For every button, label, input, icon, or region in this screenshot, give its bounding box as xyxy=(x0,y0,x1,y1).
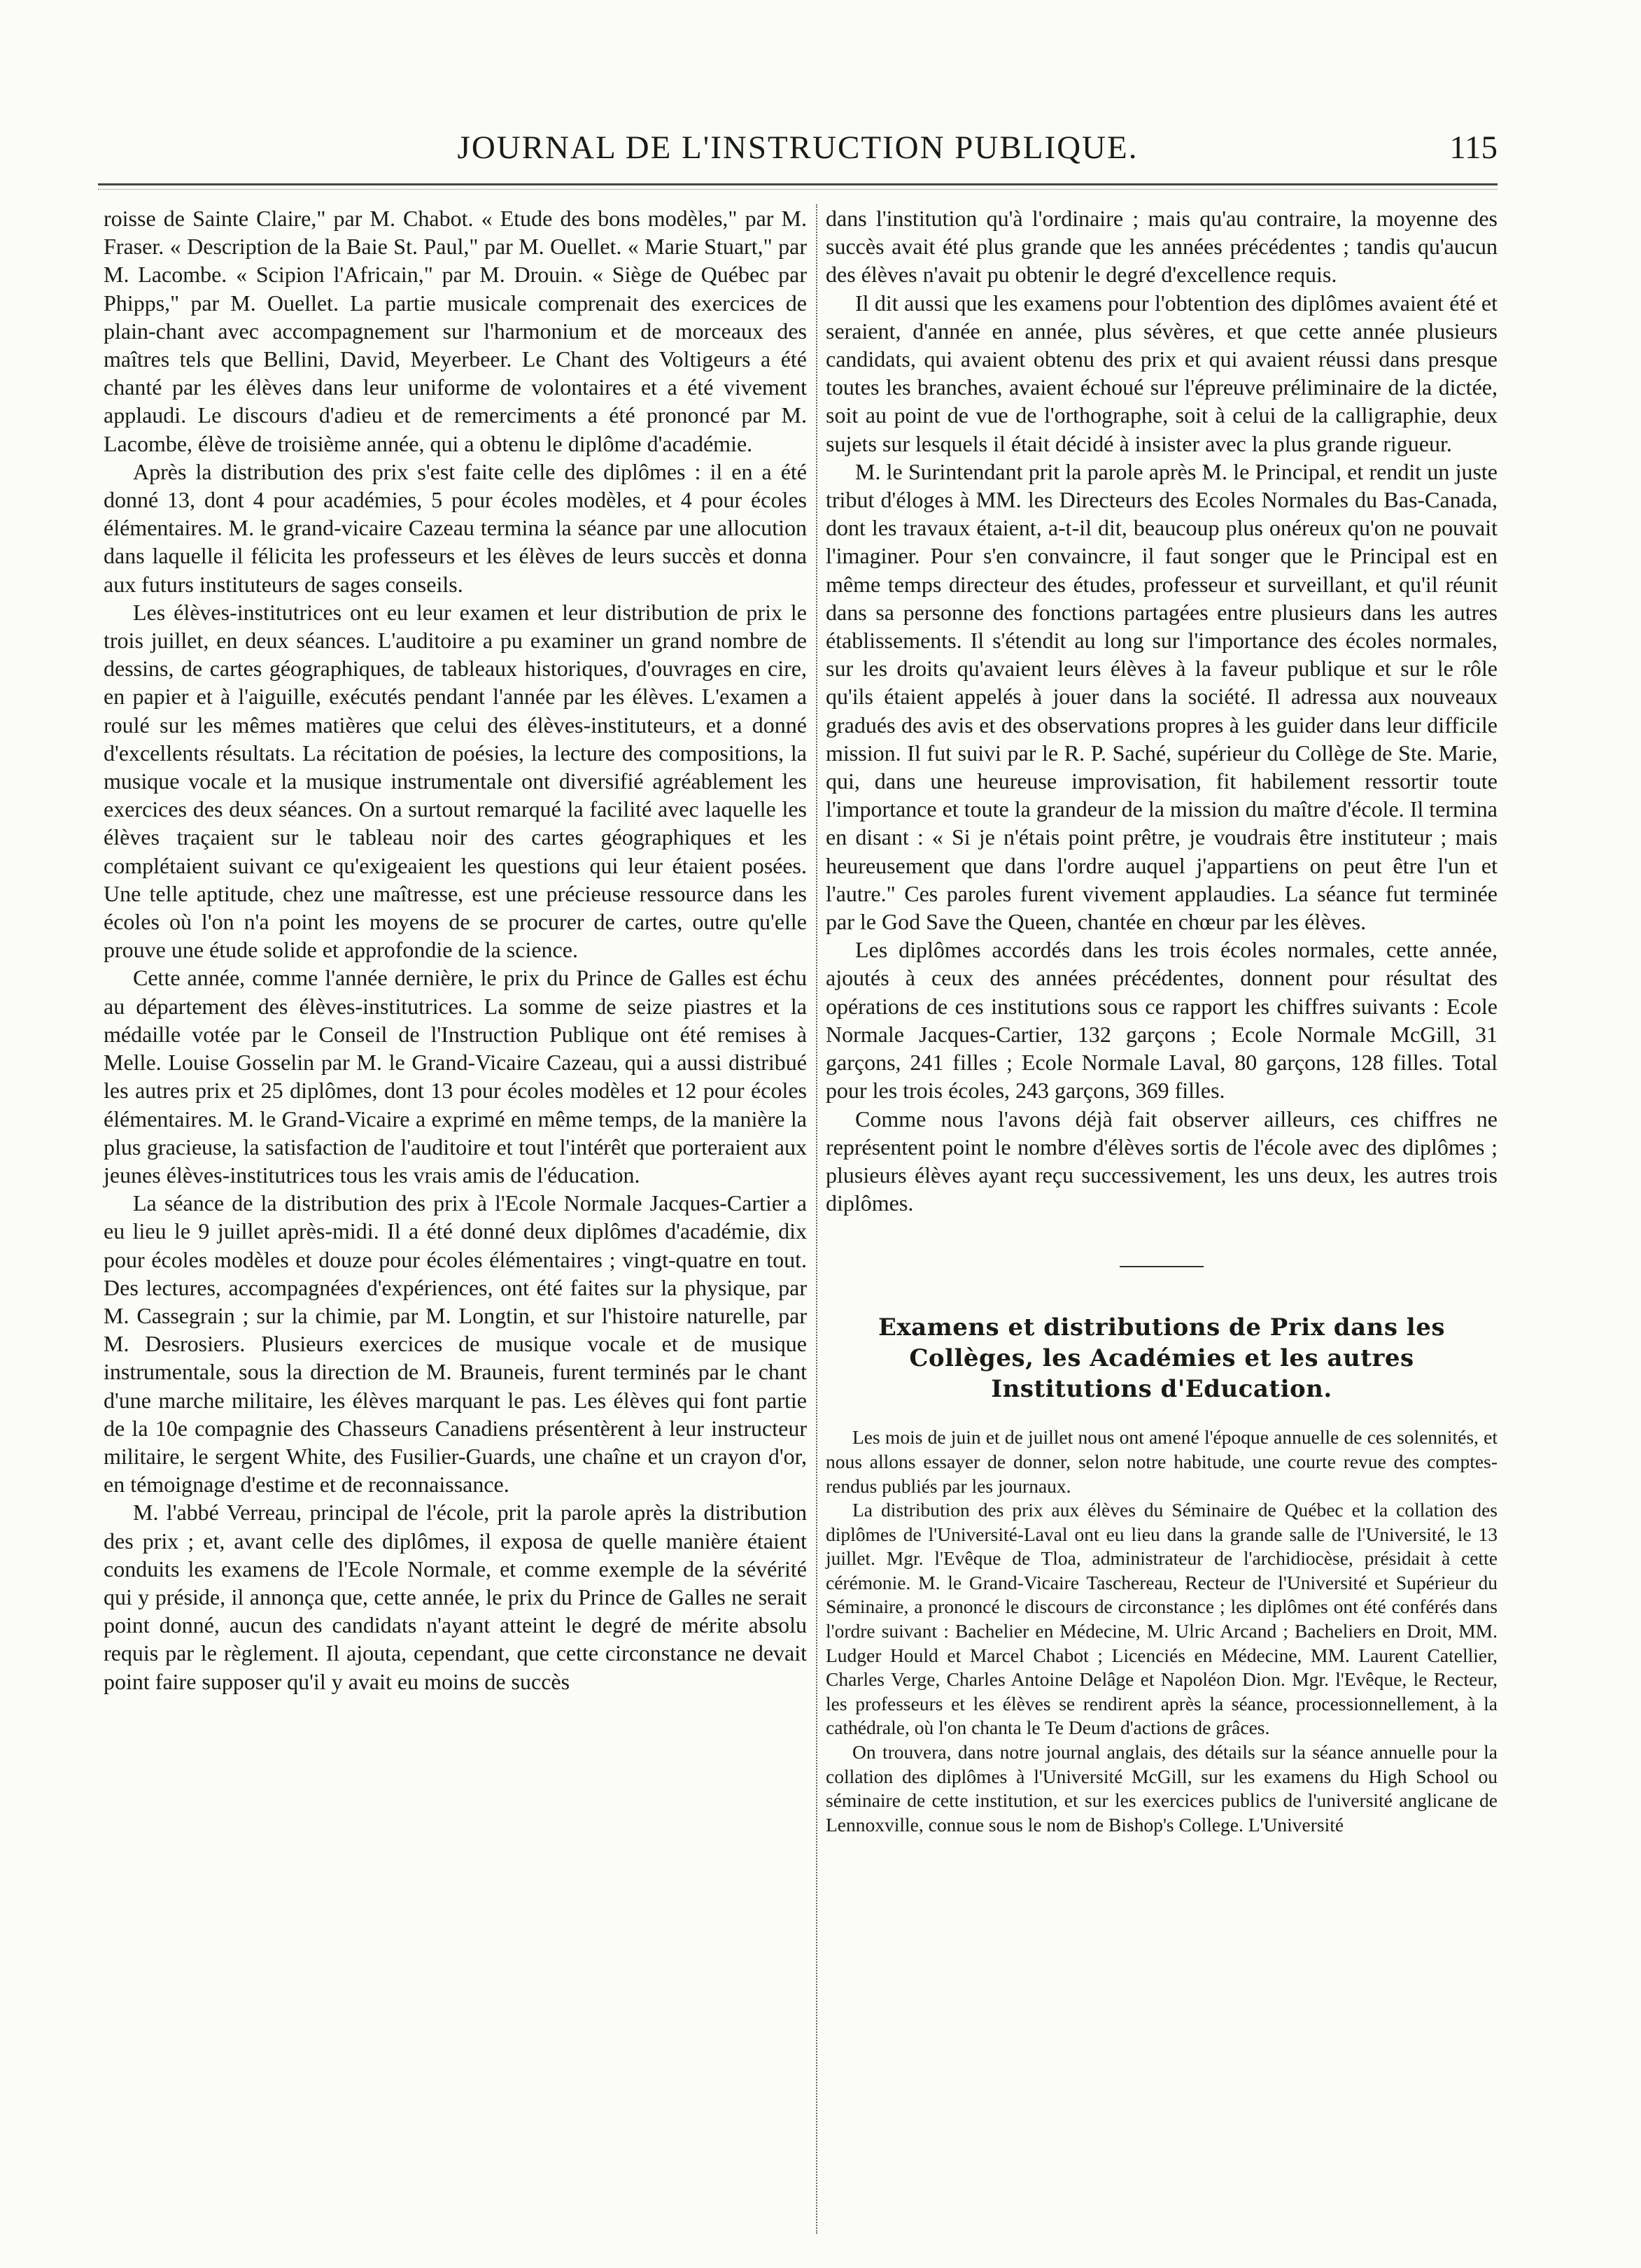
page-number: 115 xyxy=(1449,129,1498,166)
paragraph: Après la distribution des prix s'est faite celle des diplômes : il en a été donné 13, dont 4 pour académies, 5 pour écoles modèles, et 4 pour écoles élémentaires. M. le grand-vicaire Cazeau termina la séance par une allocution dans laquelle il félicita les professeurs et les élèves de leurs succès et donna aux futurs instituteurs de sages conseils. xyxy=(104,458,807,597)
paragraph: M. le Surintendant prit la parole après M. le Principal, et rendit un juste tribut d'éloges à MM. les Directeurs des Ecoles Normales du Bas-Canada, dont les travaux étaient, a-t-il dit, beaucoup plus onéreux qu'on ne pouvait l'imaginer. Pour s'en convaincre, il faut songer que le Principal est en même temps directeur des études, professeur et surveillant, et qu'il réunit dans sa personne des fonctions partagées entre plusieurs dans les autres établissements. Il s'étendit au long sur l'importance des écoles normales, sur les droits qu'avaient leurs élèves à la faveur publique et sur le rôle qu'ils étaient appelés à jouer dans la société. Il adressa aux nouveaux gradués des avis et des observations propres à les guider dans leur difficile mission. Il fut suivi par le R. P. Saché, supérieur du Collège de Ste. Marie, qui, dans une heureuse improvisation, fit habilement ressortir toute l'importance et toute la grandeur de la mission du maître d'école. Il termina en disant : « Si je n'étais point prêtre, je voudrais être instituteur ; mais heureusement que dans l'ordre auquel j'appartiens on peut être l'un et l'autre." Ces paroles furent vivement applaudies. La séance fut terminée par le God Save the Queen, chantée en chœur par les élèves. xyxy=(826,458,1498,935)
header-dotted-rule xyxy=(98,189,1498,190)
small-print-section xyxy=(826,1425,1498,1837)
section-separator xyxy=(1120,1266,1204,1267)
running-head xyxy=(98,123,1498,172)
paragraph: M. l'abbé Verreau, principal de l'école, prit la parole après la distribution des prix ; et, avant celle des diplômes, il exposa de quelle manière étaient conduits les examens de l'Ecole Normale, et comme exemple de la sévérité qui y préside, il annonça que, cette année, le prix du Prince de Galles ne serait point donné, aucun des candidats n'ayant atteint le degré de mérite absolu requis par le règlement. Il ajouta, cependant, que cette circonstance ne devait point faire supposer qu'il y avait eu moins de succès xyxy=(104,1500,807,1694)
paragraph: Les élèves-institutrices ont eu leur examen et leur distribution de prix le trois juillet, en deux séances. L'auditoire a pu examiner un grand nombre de dessins, de cartes géographiques, de tableaux historiques, d'ouvrages en cire, en papier et à l'aiguille, exécutés pendant l'année par les élèves. L'examen a roulé sur les mêmes matières que celui des élèves-instituteurs, et a donné d'excellents résultats. La récitation de poésies, la lecture des compositions, la musique vocale et la musique instrumentale ont diversifié agréablement les exercices des deux séances. On a surtout remarqué la facilité avec laquelle les élèves traçaient sur le tableau noir des cartes géographiques et les complétaient suivant ce qu'exigeaient les questions qui leur étaient posées. Une telle aptitude, chez une maîtresse, est une précieuse ressource dans les écoles où l'on n'a point les moyens de se procurer de cartes, outre qu'elle prouve une étude solide et approfondie de la science. xyxy=(104,599,807,963)
paragraph: La séance de la distribution des prix à l'Ecole Normale Jacques-Cartier a eu lieu le 9 juillet après-midi. Il a été donné deux diplômes d'académie, dix pour écoles modèles et douze pour écoles élémentaires ; vingt-quatre en tout. Des lectures, accompagnées d'expériences, ont été faites sur la physique, par M. Cassegrain ; sur la chimie, par M. Longtin, et sur l'histoire naturelle, par M. Desrosiers. Plusieurs exercices de musique vocale et de musique instrumentale, sous la direction de M. Brauneis, furent terminés par le chant d'une marche militaire, les élèves marquant le pas. Les élèves qui font partie de la 10e compagnie des Chasseurs Canadiens présentèrent à leur instructeur militaire, le sergent White, des Fusilier-Guards, une chaîne et un crayon d'or, en témoignage d'estime et de reconnaissance. xyxy=(104,1190,807,1498)
paragraph: dans l'institution qu'à l'ordinaire ; mais qu'au contraire, la moyenne des succès avait été plus grande que les années précédentes ; tandis qu'aucun des élèves n'avait pu obtenir le degré d'excellence requis. xyxy=(826,206,1498,288)
paragraph: Les diplômes accordés dans les trois écoles normales, cette année, ajoutés à ceux des années précédentes, donnent pour résultat des opérations de ces institutions sous ce rapport les chiffres suivants : Ecole Normale Jacques-Cartier, 132 garçons ; Ecole Normale McGill, 31 garçons, 241 filles ; Ecole Normale Laval, 80 garçons, 128 filles. Total pour les trois écoles, 243 garçons, 369 filles. xyxy=(826,937,1498,1104)
right-column xyxy=(826,204,1498,1837)
paragraph: Comme nous l'avons déjà fait observer ailleurs, ces chiffres ne représentent point le nombre d'élèves sortis de l'école avec des diplômes ; plusieurs élèves ayant reçu successivement, les uns deux, les autres trois diplômes. xyxy=(826,1106,1498,1216)
paragraph: roisse de Sainte Claire," par M. Chabot. « Etude des bons modèles," par M. Fraser. « Description de la Baie St. Paul," par M. Ouellet. « Marie Stuart," par M. Lacombe. « Scipion l'Africain," par M. Drouin. « Siège de Québec par Phipps," par M. Ouellet. La partie musicale comprenait des exercices de plain-chant avec accompagnement sur l'harmonium et de morceaux des maîtres tels que Bellini, David, Meyerbeer. Le Chant des Voltigeurs a été chanté par les élèves dans leur uniforme de volontaires et a été vivement applaudi. Le discours d'adieu et de remerciments a été prononcé par M. Lacombe, élève de troisième année, qui a obtenu le diplôme d'académie. xyxy=(104,206,807,456)
paragraph: La distribution des prix aux élèves du Séminaire de Québec et la collation des diplômes de l'Université-Laval ont eu lieu dans la grande salle de l'Université, le 13 juillet. Mgr. l'Evêque de Tloa, administrateur de l'archidiocèse, présidait à cette cérémonie. M. le Grand-Vicaire Taschereau, Recteur de l'Université et Supérieur du Séminaire, a prononcé le discours de circonstance ; les diplômes ont été conférés dans l'ordre suivant : Bachelier en Médecine, M. Ulric Arcand ; Bacheliers en Droit, MM. Ludger Hould et Marcel Chabot ; Licenciés en Médecine, MM. Laurent Catellier, Charles Verge, Charles Antoine Delâge et Napoléon Dion. Mgr. l'Evêque, le Recteur, les professeurs et les élèves se rendirent après la séance, processionnellement, à la cathédrale, où l'on chanta le Te Deum d'actions de grâces. xyxy=(826,1499,1498,1739)
paragraph: Les mois de juin et de juillet nous ont amené l'époque annuelle de ces solennités, et nous allons essayer de donner, selon notre habitude, une courte revue des comptes-rendus publiés par les journaux. xyxy=(826,1426,1498,1497)
paragraph: Cette année, comme l'année dernière, le prix du Prince de Galles est échu au département des élèves-institutrices. La somme de seize piastres et la médaille votée par le Conseil de l'Instruction Publique ont été remises à Melle. Louise Gosselin par M. le Grand-Vicaire Cazeau, qui a aussi distribué les autres prix et 25 diplômes, dont 13 pour écoles modèles et 12 pour écoles élémentaires. M. le Grand-Vicaire a exprimé en même temps, de la manière la plus gracieuse, la satisfaction de l'auditoire et tout l'intérêt que porteraient aux jeunes élèves-institutrices tous les vrais amis de l'éducation. xyxy=(104,965,807,1188)
journal-title: JOURNAL DE L'INSTRUCTION PUBLIQUE. xyxy=(457,129,1139,166)
paragraph: On trouvera, dans notre journal anglais, des détails sur la séance annuelle pour la collation des diplômes à l'Université McGill, sur les examens du High School ou séminaire de cette institution, et sur les exercices publics de l'université anglicane de Lennoxville, connue sous le nom de Bishop's College. L'Université xyxy=(826,1741,1498,1836)
paragraph: Il dit aussi que les examens pour l'obtention des diplômes avaient été et seraient, d'année en année, plus sévères, et que cette année plusieurs candidats, qui avaient obtenu des prix et qui avaient réussi dans presque toutes les branches, avaient échoué sur l'épreuve préliminaire de la dictée, soit au point de vue de l'orthographe, soit à celui de la calligraphie, deux sujets sur lesquels il était décidé à insister avec la plus grande rigueur. xyxy=(826,290,1498,456)
left-column xyxy=(104,204,807,1696)
section-heading: Examens et distributions de Prix dans les Collèges, les Académies et les autres Institutions d'Education. xyxy=(878,1313,1445,1404)
header-rule xyxy=(98,183,1498,185)
column-divider xyxy=(816,204,817,2234)
